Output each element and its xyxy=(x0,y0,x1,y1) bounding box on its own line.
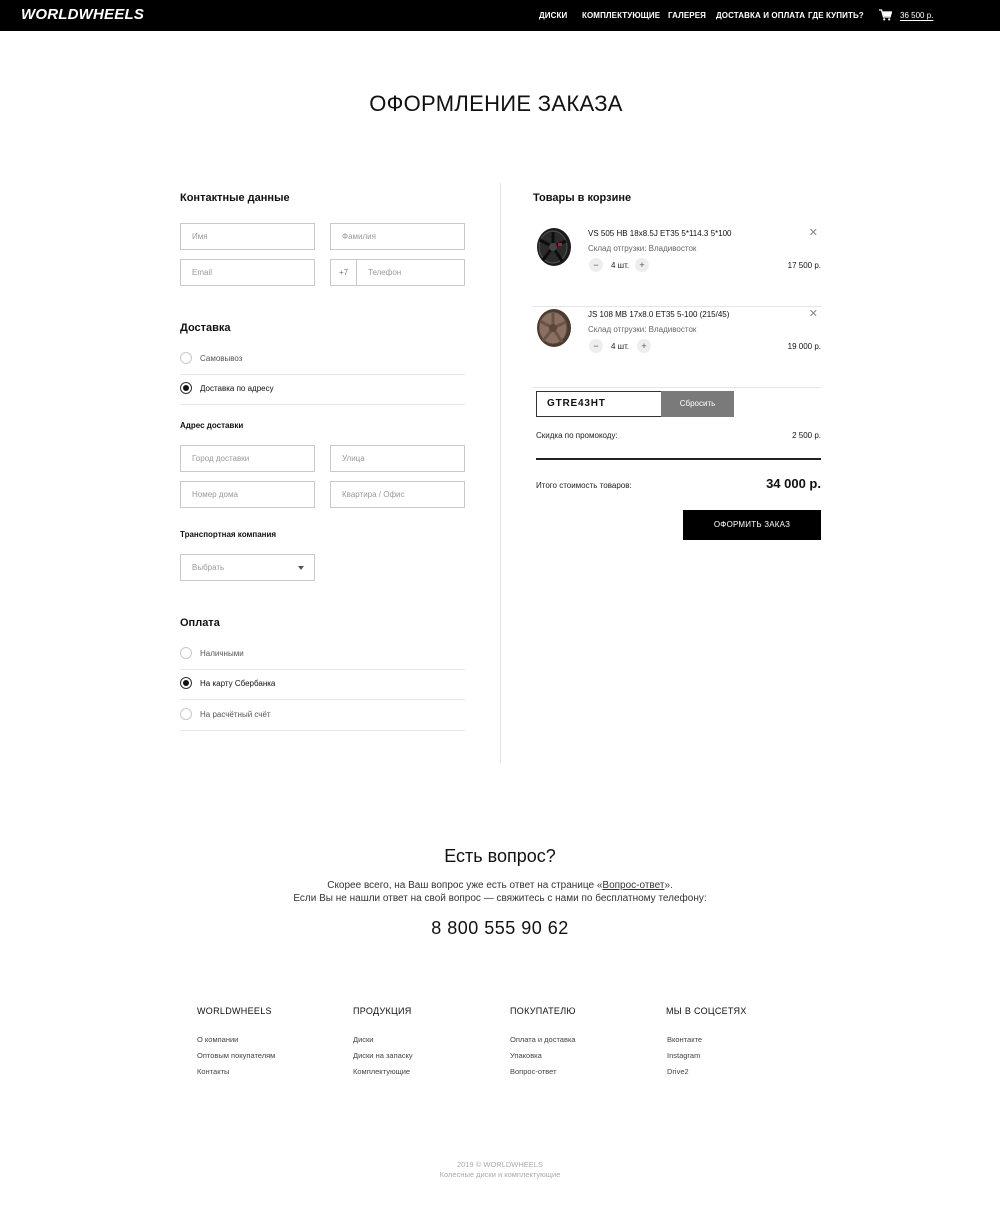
payment-option-sberbank-card[interactable] xyxy=(180,669,465,700)
phone-field[interactable]: Телефон xyxy=(356,259,465,286)
footer-link[interactable]: Drive2 xyxy=(667,1067,689,1076)
faq-link[interactable]: Вопрос-ответ xyxy=(602,880,665,891)
delivery-option-address[interactable] xyxy=(180,374,465,405)
select-value: Выбрать xyxy=(192,563,225,572)
address-subtitle: Адрес доставки xyxy=(180,421,244,430)
decrease-quantity-button[interactable]: − xyxy=(589,258,603,272)
delivery-option-label: Доставка по адресу xyxy=(200,384,274,393)
increase-quantity-button[interactable]: + xyxy=(635,258,649,272)
question-text xyxy=(0,880,1000,891)
item-name[interactable]: VS 505 HB 18x8.5J ET35 5*114.3 5*100 xyxy=(588,229,732,238)
payment-option-label: На карту Сбербанка xyxy=(200,679,276,688)
payment-option-bank-account[interactable] xyxy=(180,700,465,731)
radio-unchecked[interactable] xyxy=(180,647,192,659)
house-number-field[interactable]: Номер дома xyxy=(180,481,315,508)
footer-link[interactable]: Упаковка xyxy=(510,1051,542,1060)
footer-column-title: WORLDWHEELS xyxy=(197,1006,272,1016)
footer-link[interactable]: Контакты xyxy=(197,1067,230,1076)
delivery-option-label: Самовывоз xyxy=(200,354,243,363)
item-quantity: 4 шт. xyxy=(611,342,630,351)
question-title: Есть вопрос? xyxy=(444,846,556,866)
delivery-option-pickup[interactable] xyxy=(180,344,465,375)
transport-company-select[interactable] xyxy=(180,554,315,581)
apartment-field[interactable]: Квартира / Офис xyxy=(330,481,465,508)
chevron-down-icon xyxy=(298,566,304,570)
footer-link[interactable]: Диски xyxy=(353,1035,374,1044)
total-value: 34 000 р. xyxy=(766,476,821,491)
discount-label: Скидка по промокоду: xyxy=(536,431,618,440)
copyright-line: 2019 © WORLDWHEELS xyxy=(457,1160,543,1169)
total-label: Итого стоимость товаров: xyxy=(536,481,632,490)
payment-option-label: Наличными xyxy=(200,649,244,658)
wheel-product-image[interactable] xyxy=(532,307,574,349)
footer-link[interactable]: Instagram xyxy=(667,1051,701,1060)
delivery-section-title: Доставка xyxy=(180,322,231,334)
close-icon[interactable]: ✕ xyxy=(808,227,818,239)
site-logo[interactable]: WORLDWHEELS xyxy=(21,6,145,23)
increase-quantity-button[interactable]: + xyxy=(637,339,651,353)
question-text-line2: Если Вы не нашли ответ на свой вопрос — свяжитесь с нами по бесплатному телефону: xyxy=(293,893,707,904)
radio-checked[interactable] xyxy=(180,677,192,689)
item-price: 17 500 р. xyxy=(787,261,821,270)
place-order-button[interactable]: ОФОРМИТЬ ЗАКАЗ xyxy=(683,510,821,540)
footer-link[interactable]: Вконтакте xyxy=(667,1035,703,1044)
footer-column-title: МЫ В СОЦСЕТЯХ xyxy=(666,1006,747,1016)
promo-code-input[interactable]: GTRE43HT xyxy=(536,391,662,417)
nav-item-accessories[interactable]: КОМПЛЕКТУЮЩИЕ xyxy=(582,11,661,20)
question-text-part: Скорее всего, на Ваш вопрос уже есть ответ на странице « xyxy=(327,880,603,891)
footer-link[interactable]: Вопрос-ответ xyxy=(510,1067,557,1076)
total-divider xyxy=(536,458,821,460)
footer-link[interactable]: Оплата и доставка xyxy=(510,1035,576,1044)
cart-total[interactable]: 36 500 р. xyxy=(900,11,934,20)
payment-option-cash[interactable] xyxy=(180,639,465,670)
radio-unchecked[interactable] xyxy=(180,708,192,720)
footer-link[interactable]: Оптовым покупателям xyxy=(197,1051,276,1060)
nav-item-delivery-payment[interactable]: ДОСТАВКА И ОПЛАТА xyxy=(716,11,806,20)
radio-checked[interactable] xyxy=(180,382,192,394)
item-price: 19 000 р. xyxy=(787,342,821,351)
support-phone[interactable]: 8 800 555 90 62 xyxy=(431,918,569,938)
radio-unchecked[interactable] xyxy=(180,352,192,364)
question-text-part: ». xyxy=(664,880,673,891)
decrease-quantity-button[interactable]: − xyxy=(589,339,603,353)
wheel-product-image[interactable] xyxy=(532,226,574,268)
item-quantity: 4 шт. xyxy=(611,261,630,270)
footer-column-title: ПОКУПАТЕЛЮ xyxy=(510,1006,576,1016)
nav-item-wheels[interactable]: ДИСКИ xyxy=(539,11,568,20)
page-title: ОФОРМЛЕНИЕ ЗАКАЗА xyxy=(369,91,623,116)
item-stock: Склад отгрузки: Владивосток xyxy=(588,325,697,334)
column-divider xyxy=(500,183,501,763)
payment-option-label: На расчётный счёт xyxy=(200,710,271,719)
nav-item-gallery[interactable]: ГАЛЕРЕЯ xyxy=(668,11,706,20)
cart-section-title: Товары в корзине xyxy=(533,192,632,204)
last-name-field[interactable]: Фамилия xyxy=(330,223,465,250)
city-field[interactable]: Город доставки xyxy=(180,445,315,472)
transport-company-subtitle: Транспортная компания xyxy=(180,530,277,539)
cart-icon[interactable] xyxy=(879,9,892,21)
first-name-field[interactable]: Имя xyxy=(180,223,315,250)
street-field[interactable]: Улица xyxy=(330,445,465,472)
item-stock: Склад отгрузки: Владивосток xyxy=(588,244,697,253)
nav-item-where-to-buy[interactable]: ГДЕ КУПИТЬ? xyxy=(808,11,864,20)
copyright-tagline: Колесные диски и комплектующие xyxy=(439,1170,561,1179)
footer-link[interactable]: Комплектующие xyxy=(353,1067,411,1076)
promo-reset-button[interactable]: Сбросить xyxy=(661,391,734,417)
phone-prefix: +7 xyxy=(330,259,357,286)
top-navigation-bar xyxy=(0,0,1000,31)
cart-item xyxy=(532,307,821,388)
payment-section-title: Оплата xyxy=(180,617,220,629)
email-field[interactable]: Email xyxy=(180,259,315,286)
cart-item xyxy=(532,226,821,307)
contacts-section-title: Контактные данные xyxy=(180,192,290,204)
footer-link[interactable]: О компании xyxy=(197,1035,239,1044)
footer-column-title: ПРОДУКЦИЯ xyxy=(353,1006,412,1016)
footer-link[interactable]: Диски на запаску xyxy=(353,1051,413,1060)
discount-value: 2 500 р. xyxy=(792,431,821,440)
item-name[interactable]: JS 108 MB 17x8.0 ET35 5-100 (215/45) xyxy=(588,310,730,319)
close-icon[interactable]: ✕ xyxy=(808,308,818,320)
